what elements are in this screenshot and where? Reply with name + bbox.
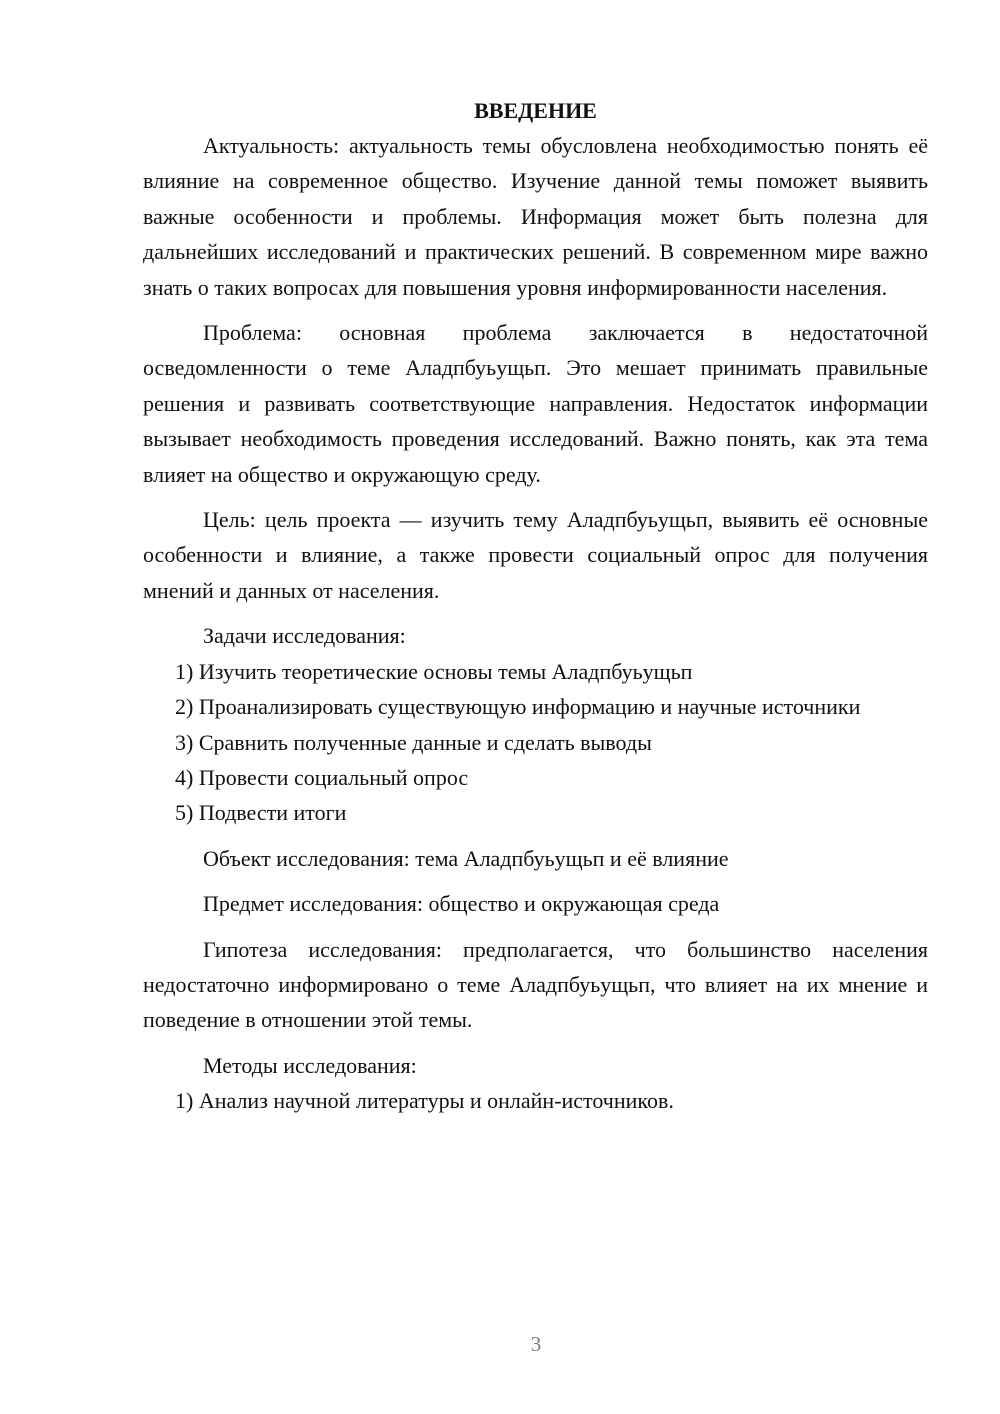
task-item-3: 3) Сравнить полученные данные и сделать выводы bbox=[175, 729, 652, 755]
task-item-5: 5) Подвести итоги bbox=[175, 800, 347, 826]
goal-paragraph: Цель: цель проекта — изучить тему Аладпбуьущьп, выявить её основные особенности и влияние, а также провести социальный опрос для получения мнений и данных от населения. bbox=[143, 507, 928, 603]
page-content bbox=[143, 94, 928, 1119]
subject-paragraph: Предмет исследования: общество и окружающая среда bbox=[203, 891, 720, 917]
tasks-heading: Задачи исследования: bbox=[203, 623, 406, 649]
task-item-2: 2) Проанализировать существующую информацию и научные источники bbox=[175, 694, 861, 720]
method-item-1: 1) Анализ научной литературы и онлайн-источников. bbox=[175, 1088, 674, 1114]
hypothesis-paragraph: Гипотеза исследования: предполагается, что большинство населения недостаточно информировано о теме Аладпбуьущьп, что влияет на их мнение и поведение в отношении этой темы. bbox=[143, 936, 928, 1033]
page-number: 3 bbox=[530, 1332, 542, 1356]
page-title: ВВЕДЕНИЕ bbox=[474, 98, 597, 123]
problem-paragraph: Проблема: основная проблема заключается в недостаточной осведомленности о теме Аладпбуьущьп. Это мешает принимать правильные решения и развивать соответствующие направления. Недостаток информации вызывает необходимость проведения исследований. Важно понять, как эта тема влияет на общество и окружающую среду. bbox=[143, 320, 928, 487]
object-paragraph: Объект исследования: тема Аладпбуьущьп и её влияние bbox=[203, 845, 729, 871]
relevance-paragraph: Актуальность: актуальность темы обусловлена необходимостью понять её влияние на современное общество. Изучение данной темы поможет выявить важные особенности и проблемы. Информация может быть полезна для дальнейших исследований и практических решений. В современном мире важно знать о таких вопросах для повышения уровня информированности населения. bbox=[143, 133, 928, 300]
task-item-4: 4) Провести социальный опрос bbox=[175, 764, 469, 790]
methods-heading: Методы исследования: bbox=[203, 1052, 417, 1078]
task-item-1: 1) Изучить теоретические основы темы Аладпбуьущьп bbox=[175, 658, 693, 684]
